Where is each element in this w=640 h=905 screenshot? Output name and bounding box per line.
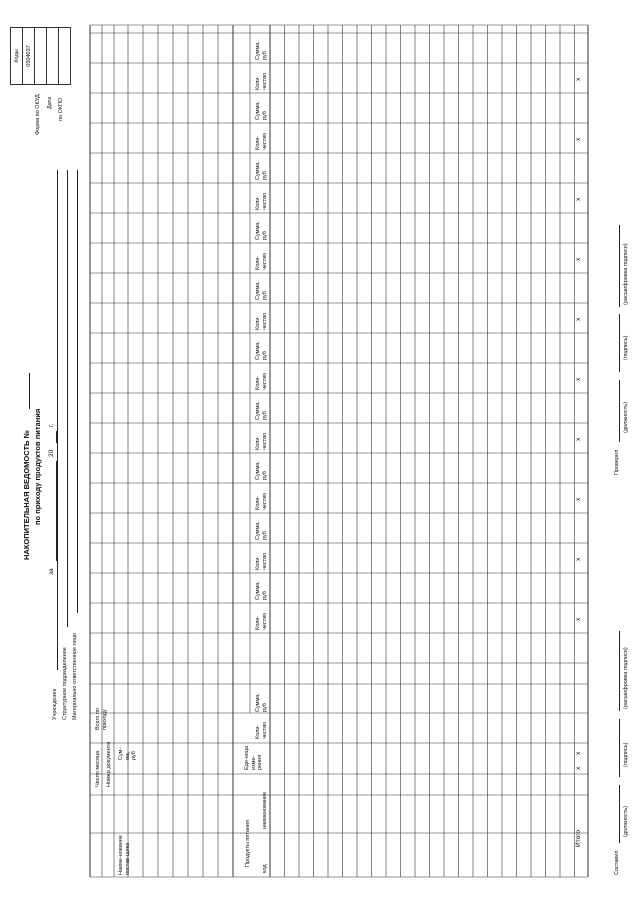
total-x-mark-8: х bbox=[575, 257, 582, 261]
period-suffix: г. bbox=[48, 423, 55, 427]
col-sum-rub: Сум-ма, руб bbox=[118, 747, 137, 760]
compiled-signature-line bbox=[612, 719, 620, 777]
period-prefix: за bbox=[48, 568, 55, 575]
col-qty-6: Коли-чество bbox=[255, 252, 268, 270]
total-x-mark-2: х bbox=[575, 617, 582, 621]
col-sum-3: Сумма, руб bbox=[255, 401, 268, 420]
total-x-mark-0: х bbox=[575, 766, 582, 770]
checked-decode-line bbox=[612, 225, 620, 307]
col-sum-5: Сумма, руб bbox=[255, 281, 268, 300]
col-sum-2: Сумма, руб bbox=[255, 461, 268, 480]
total-x-mark-4: х bbox=[575, 497, 582, 501]
col-qty-3: Коли-чество bbox=[255, 432, 268, 450]
period-year: 20 bbox=[48, 449, 55, 457]
col-sum-6: Сумма, руб bbox=[255, 221, 268, 240]
col-sum-1: Сумма, руб bbox=[255, 521, 268, 540]
okpo-label: по ОКПО bbox=[58, 97, 64, 121]
total-x-mark-11: х bbox=[575, 77, 582, 81]
col-sum-0: Сумма, руб bbox=[255, 581, 268, 600]
codes-header: Коды bbox=[11, 28, 23, 85]
checked-decode-caption: (расшифровка подписи) bbox=[623, 243, 629, 305]
col-qty-8: Коли-чество bbox=[255, 132, 268, 150]
total-x-mark-1: х bbox=[575, 751, 582, 755]
responsible-label: Материально ответственное лицо bbox=[72, 633, 78, 720]
col-name: наименование bbox=[262, 791, 268, 829]
col-sum-4: Сумма, руб bbox=[255, 341, 268, 360]
compiled-label: Составил bbox=[614, 850, 620, 875]
compiled-position-caption: (должность) bbox=[623, 806, 629, 837]
total-x-mark-5: х bbox=[575, 437, 582, 441]
total-label: Итого bbox=[575, 829, 582, 847]
checked-signature-line bbox=[612, 314, 620, 372]
institution-label: Учреждение bbox=[52, 688, 58, 720]
col-qty-2: Коли-чество bbox=[255, 492, 268, 510]
col-qty-1: Коли-чество bbox=[255, 552, 268, 570]
total-x-mark-6: х bbox=[575, 377, 582, 381]
compiled-signature-caption: (подпись) bbox=[623, 742, 629, 767]
okud-label: Форма по ОКУД bbox=[35, 94, 41, 135]
okud-code: 0504037 bbox=[23, 28, 35, 85]
col-qty-7: Коли-чество bbox=[255, 192, 268, 210]
title-number-line bbox=[20, 373, 30, 409]
responsible-line bbox=[70, 170, 78, 613]
col-products: Продукты питания bbox=[245, 819, 251, 867]
col-qty-9: Коли-чество bbox=[255, 72, 268, 90]
col-supplier: Наиме-нование постав-щика bbox=[118, 835, 131, 875]
col-qty-0: Коли-чество bbox=[255, 612, 268, 630]
total-x-mark-3: х bbox=[575, 557, 582, 561]
total-x-mark-9: х bbox=[575, 197, 582, 201]
codes-box bbox=[10, 27, 71, 85]
total-x-mark-7: х bbox=[575, 317, 582, 321]
col-sum-9: Сумма, руб bbox=[255, 41, 268, 60]
checked-signature-caption: (подпись) bbox=[623, 335, 629, 360]
col-month-day: Число месяца bbox=[95, 750, 101, 787]
form-title: НАКОПИТЕЛЬНАЯ ВЕДОМОСТЬ № bbox=[22, 430, 31, 560]
col-qty-5: Коли-чество bbox=[255, 312, 268, 330]
department-line bbox=[60, 170, 68, 627]
col-total-income: Всего по приходу bbox=[95, 708, 108, 730]
compiled-position-line bbox=[612, 785, 620, 843]
checked-position-line bbox=[612, 380, 620, 442]
col-sum-8: Сумма, руб bbox=[255, 101, 268, 120]
col-qty-main: Коли-чество bbox=[255, 721, 268, 739]
col-qty-4: Коли-чество bbox=[255, 372, 268, 390]
col-code: код bbox=[262, 864, 268, 873]
department-label: Структурное подразделение bbox=[62, 647, 68, 720]
checked-label: Проверил bbox=[614, 449, 620, 475]
col-sum-main: Сумма, руб bbox=[255, 693, 268, 712]
compiled-decode-line bbox=[612, 631, 620, 711]
checked-position-caption: (должность) bbox=[623, 402, 629, 433]
col-sum-7: Сумма, руб bbox=[255, 161, 268, 180]
total-x-mark-10: х bbox=[575, 137, 582, 141]
form-subtitle: по приходу продуктов питания bbox=[33, 408, 42, 525]
date-label: Дата bbox=[47, 96, 53, 109]
institution-line bbox=[50, 170, 58, 670]
col-unit: Еди-ница изме-рения bbox=[244, 745, 263, 770]
compiled-decode-caption: (расшифровка подписи) bbox=[623, 647, 629, 709]
col-doc-number: Номер документа bbox=[106, 741, 112, 787]
